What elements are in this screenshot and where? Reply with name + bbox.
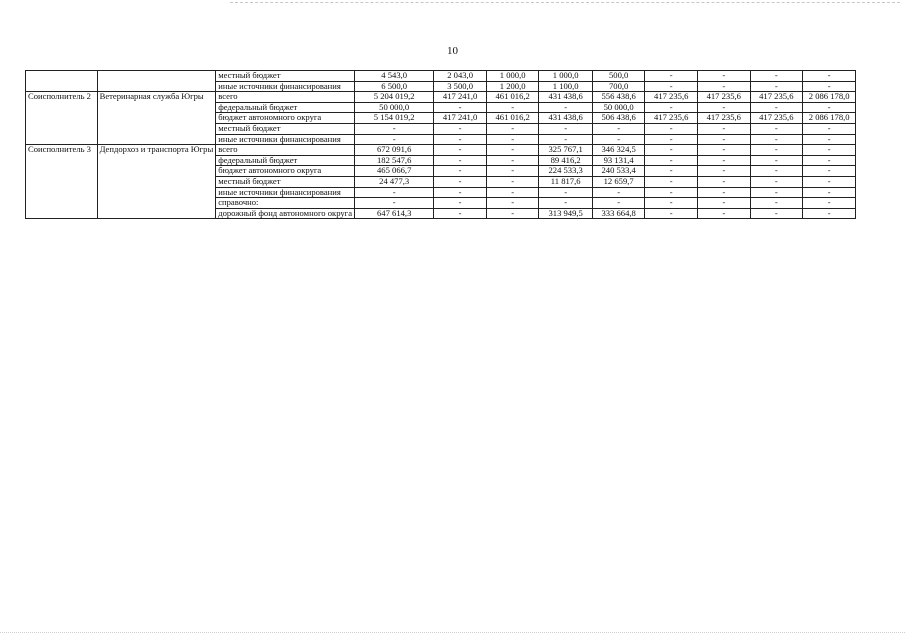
amount-cell: - — [803, 102, 856, 113]
table-body — [26, 71, 905, 219]
amount-cell: - — [539, 134, 592, 145]
funding-source-cell: местный бюджет — [216, 71, 355, 82]
scan-artifact-bottom — [0, 632, 905, 633]
amount-cell: 417 235,6 — [750, 92, 803, 103]
amount-cell: - — [803, 155, 856, 166]
amount-cell: - — [645, 198, 698, 209]
agency-cell: Ветеринарная служба Югры — [97, 92, 216, 145]
amount-cell: 417 235,6 — [697, 92, 750, 103]
funding-source-cell: местный бюджет — [216, 123, 355, 134]
funding-source-cell: иные источники финансирования — [216, 81, 355, 92]
amount-cell: - — [697, 71, 750, 82]
amount-cell: 1 000,0 — [539, 71, 592, 82]
amount-cell: 182 547,6 — [355, 155, 434, 166]
amount-cell: - — [750, 145, 803, 156]
amount-cell: - — [803, 198, 856, 209]
scan-artifact-top — [230, 2, 900, 3]
amount-cell: - — [486, 198, 539, 209]
amount-cell: - — [645, 102, 698, 113]
amount-cell: - — [434, 145, 487, 156]
amount-cell: - — [539, 198, 592, 209]
amount-cell: 1 100,0 — [539, 81, 592, 92]
amount-cell: - — [539, 187, 592, 198]
amount-cell: - — [750, 134, 803, 145]
amount-cell: - — [434, 208, 487, 219]
amount-cell: - — [486, 176, 539, 187]
amount-cell: - — [803, 134, 856, 145]
amount-cell: - — [645, 145, 698, 156]
amount-cell: 3 500,0 — [434, 81, 487, 92]
budget-table — [25, 70, 905, 219]
amount-cell: - — [750, 123, 803, 134]
amount-cell: 2 043,0 — [434, 71, 487, 82]
amount-cell: 2 086 178,0 — [803, 113, 856, 124]
amount-cell: - — [750, 166, 803, 177]
amount-cell: 6 500,0 — [355, 81, 434, 92]
amount-cell: 24 477,3 — [355, 176, 434, 187]
table-row — [26, 71, 905, 82]
funding-source-cell: федеральный бюджет — [216, 155, 355, 166]
funding-source-cell: местный бюджет — [216, 176, 355, 187]
amount-cell: - — [434, 155, 487, 166]
amount-cell: 5 154 019,2 — [355, 113, 434, 124]
table-row — [26, 145, 905, 156]
amount-cell: - — [592, 198, 645, 209]
amount-cell: 1 200,0 — [486, 81, 539, 92]
amount-cell: 417 241,0 — [434, 113, 487, 124]
amount-cell: 313 949,5 — [539, 208, 592, 219]
amount-cell: 224 533,3 — [539, 166, 592, 177]
amount-cell: 5 204 019,2 — [355, 92, 434, 103]
amount-cell: - — [486, 145, 539, 156]
amount-cell: - — [355, 134, 434, 145]
amount-cell: - — [592, 134, 645, 145]
amount-cell: - — [697, 134, 750, 145]
amount-cell: - — [750, 176, 803, 187]
amount-cell: - — [750, 71, 803, 82]
amount-cell: 647 614,3 — [355, 208, 434, 219]
amount-cell: - — [434, 123, 487, 134]
amount-cell: 93 131,4 — [592, 155, 645, 166]
amount-cell: 461 016,2 — [486, 92, 539, 103]
amount-cell: - — [750, 187, 803, 198]
amount-cell: 11 817,6 — [539, 176, 592, 187]
amount-cell: 417 235,6 — [750, 113, 803, 124]
funding-source-cell: всего — [216, 145, 355, 156]
amount-cell: - — [486, 123, 539, 134]
amount-cell: - — [697, 123, 750, 134]
amount-cell: - — [645, 176, 698, 187]
amount-cell: - — [697, 102, 750, 113]
amount-cell: - — [486, 187, 539, 198]
amount-cell: - — [434, 166, 487, 177]
funding-source-cell: бюджет автономного округа — [216, 113, 355, 124]
funding-source-cell: федеральный бюджет — [216, 102, 355, 113]
amount-cell: - — [645, 187, 698, 198]
amount-cell: - — [539, 123, 592, 134]
amount-cell: 417 235,6 — [645, 92, 698, 103]
amount-cell: - — [486, 166, 539, 177]
page-number: 10 — [447, 45, 458, 57]
amount-cell: 89 416,2 — [539, 155, 592, 166]
amount-cell: 2 086 178,0 — [803, 92, 856, 103]
amount-cell: 700,0 — [592, 81, 645, 92]
amount-cell: - — [697, 198, 750, 209]
amount-cell: - — [645, 71, 698, 82]
amount-cell: - — [645, 166, 698, 177]
amount-cell: - — [486, 102, 539, 113]
amount-cell: - — [750, 81, 803, 92]
funding-source-cell: иные источники финансирования — [216, 187, 355, 198]
amount-cell: - — [697, 208, 750, 219]
amount-cell: - — [750, 198, 803, 209]
amount-cell: 417 235,6 — [697, 113, 750, 124]
funding-source-cell: всего — [216, 92, 355, 103]
amount-cell: - — [803, 71, 856, 82]
amount-cell: 461 016,2 — [486, 113, 539, 124]
amount-cell: 333 664,8 — [592, 208, 645, 219]
amount-cell: - — [645, 81, 698, 92]
amount-cell: - — [750, 155, 803, 166]
amount-cell: 500,0 — [592, 71, 645, 82]
amount-cell: - — [645, 155, 698, 166]
amount-cell: - — [434, 198, 487, 209]
amount-cell: 431 438,6 — [539, 92, 592, 103]
table-row — [26, 92, 905, 103]
co-executor-cell: Соисполнитель 2 — [26, 92, 98, 145]
amount-cell: 431 438,6 — [539, 113, 592, 124]
amount-cell: - — [486, 134, 539, 145]
agency-cell — [97, 71, 216, 92]
amount-cell: - — [803, 166, 856, 177]
amount-cell: - — [645, 208, 698, 219]
amount-cell: - — [803, 81, 856, 92]
amount-cell: - — [697, 166, 750, 177]
amount-cell: - — [434, 176, 487, 187]
amount-cell: - — [645, 123, 698, 134]
amount-cell: - — [803, 145, 856, 156]
amount-cell: - — [486, 208, 539, 219]
amount-cell: 12 659,7 — [592, 176, 645, 187]
amount-cell: - — [750, 208, 803, 219]
amount-cell: - — [697, 81, 750, 92]
amount-cell: 417 235,6 — [645, 113, 698, 124]
amount-cell: 1 000,0 — [486, 71, 539, 82]
amount-cell: - — [539, 102, 592, 113]
amount-cell: 506 438,6 — [592, 113, 645, 124]
amount-cell: 672 091,6 — [355, 145, 434, 156]
amount-cell: - — [803, 123, 856, 134]
amount-cell: - — [697, 176, 750, 187]
amount-cell: - — [750, 102, 803, 113]
co-executor-cell — [26, 71, 98, 92]
amount-cell: - — [434, 187, 487, 198]
amount-cell: 556 438,6 — [592, 92, 645, 103]
amount-cell: - — [355, 123, 434, 134]
amount-cell: - — [355, 198, 434, 209]
amount-cell: 465 066,7 — [355, 166, 434, 177]
co-executor-cell: Соисполнитель 3 — [26, 145, 98, 219]
amount-cell: - — [434, 102, 487, 113]
funding-source-cell: иные источники финансирования — [216, 134, 355, 145]
amount-cell: 346 324,5 — [592, 145, 645, 156]
amount-cell: - — [355, 187, 434, 198]
amount-cell: 4 543,0 — [355, 71, 434, 82]
amount-cell: 325 767,1 — [539, 145, 592, 156]
funding-source-cell: бюджет автономного округа — [216, 166, 355, 177]
amount-cell: - — [645, 134, 698, 145]
amount-cell: - — [803, 187, 856, 198]
amount-cell: - — [803, 176, 856, 187]
funding-source-cell: дорожный фонд автономного округа — [216, 208, 355, 219]
amount-cell: - — [592, 187, 645, 198]
amount-cell: - — [697, 187, 750, 198]
amount-cell: 240 533,4 — [592, 166, 645, 177]
agency-cell: Депдорхоз и транспорта Югры — [97, 145, 216, 219]
amount-cell: 417 241,0 — [434, 92, 487, 103]
amount-cell: - — [592, 123, 645, 134]
amount-cell: - — [434, 134, 487, 145]
amount-cell: - — [697, 155, 750, 166]
funding-source-cell: справочно: — [216, 198, 355, 209]
amount-cell: - — [697, 145, 750, 156]
amount-cell: - — [803, 208, 856, 219]
amount-cell: 50 000,0 — [592, 102, 645, 113]
amount-cell: - — [486, 155, 539, 166]
amount-cell: 50 000,0 — [355, 102, 434, 113]
